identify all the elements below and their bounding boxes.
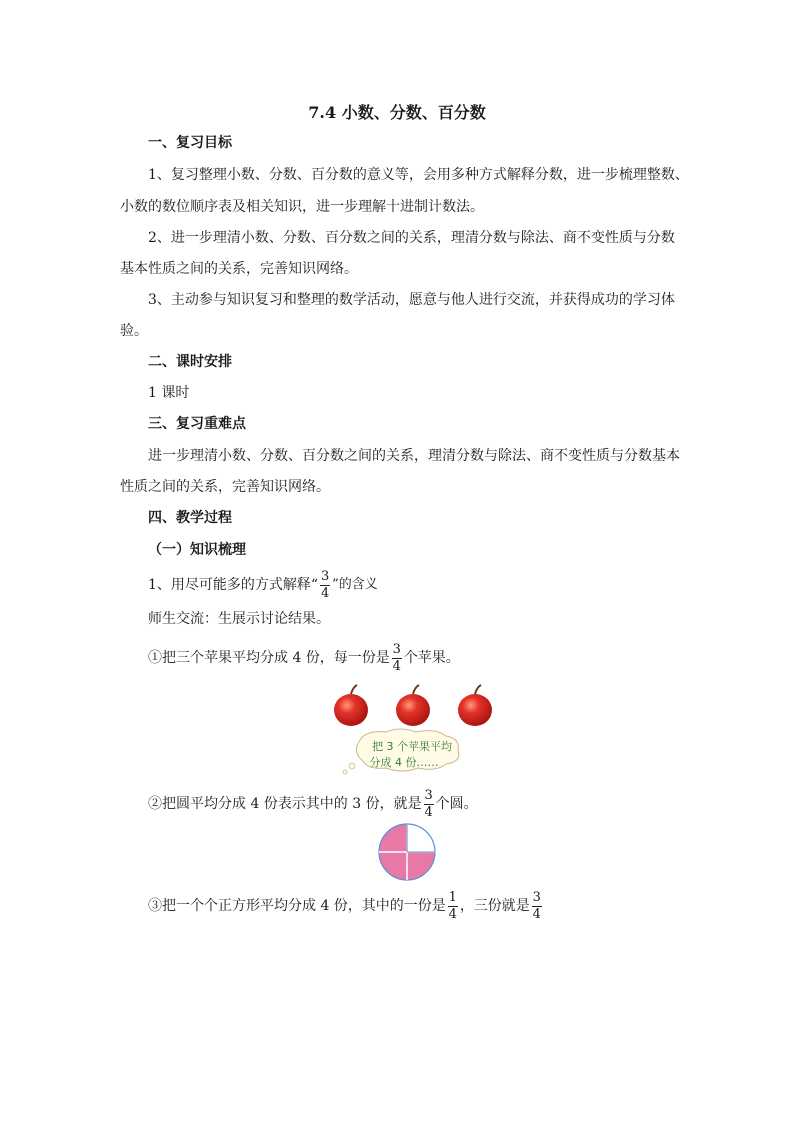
goal-1-line-1: 1、复习整理小数、分数、百分数的意义等，会用多种方式解释分数，进一步梳理整数、 [148,167,689,183]
key-points-line-2: 性质之间的关系，完善知识网络。 [120,479,330,495]
item-1-line [148,568,378,602]
apple-icon [396,685,430,726]
key-points-line-1: 进一步理清小数、分数、百分数之间的关系，理清分数与除法、商不变性质与分数基本 [148,448,680,464]
fraction-three-quarters [320,570,330,601]
goal-2-line-1: 2、进一步理清小数、分数、百分数之间的关系，理清分数与除法、商不变性质与分数 [148,230,675,246]
heading-review-goals: 一、复习目标 [148,135,232,151]
fraction-numerator: 1 [448,889,457,905]
heading-teaching-process: 四、教学过程 [148,510,232,526]
goal-3-line-1: 3、主动参与知识复习和整理的数学活动，愿意与他人进行交流，并获得成功的学习体 [148,292,675,308]
fraction-three-quarters [392,643,402,674]
thought-bubble-icon [343,729,459,774]
fraction-denominator: 4 [448,906,457,922]
goal-1-line-2: 小数的数位顺序表及相关知识，进一步理解十进制计数法。 [120,199,484,215]
example-2-line [148,786,478,822]
apples-illustration [330,680,494,776]
apple-icon [334,685,368,726]
bubble-line-2: 分成 4 份…… [369,756,439,769]
schedule-text: 1 课时 [148,385,190,401]
example-2-prefix: ②把圆平均分成 4 份表示其中的 3 份，就是 [148,796,422,812]
goal-2-line-2: 基本性质之间的关系，完善知识网络。 [120,261,358,277]
exchange-text: 师生交流：生展示讨论结果。 [148,611,330,627]
example-3-line [148,888,544,924]
fraction-three-quarters [532,891,542,922]
example-1-line [148,640,460,676]
fraction-denominator: 4 [320,585,330,601]
example-3-prefix: ③把一个个正方形平均分成 4 份，其中的一份是 [148,898,446,914]
example-3-middle: ，三份就是 [459,898,530,914]
item-1-suffix: ”的含义 [332,577,378,592]
heading-schedule: 二、课时安排 [148,354,232,370]
fraction-denominator: 4 [392,658,401,674]
heading-key-points: 三、复习重难点 [148,416,246,432]
quarter-circle-diagram [377,822,437,882]
example-1-prefix: ①把三个苹果平均分成 4 份，每一份是 [148,650,390,666]
example-1-suffix: 个苹果。 [403,650,460,666]
fraction-three-quarters [424,789,434,820]
fraction-denominator: 4 [424,804,433,820]
item-1-prefix: 1、用尽可能多的方式解释“ [148,577,319,593]
example-2-suffix: 个圆。 [435,796,478,812]
fraction-numerator: 3 [392,641,401,657]
fraction-numerator: 3 [320,568,330,584]
page-title: 7.4 小数、分数、百分数 [308,103,486,122]
fraction-numerator: 3 [532,889,541,905]
subheading-knowledge: （一）知识梳理 [148,542,246,558]
apple-icon [458,685,492,726]
fraction-one-quarter [448,891,458,922]
bubble-line-1: 把 3 个苹果平均 [372,740,452,753]
goal-3-line-2: 验。 [120,323,148,339]
fraction-numerator: 3 [424,787,433,803]
fraction-denominator: 4 [532,906,541,922]
